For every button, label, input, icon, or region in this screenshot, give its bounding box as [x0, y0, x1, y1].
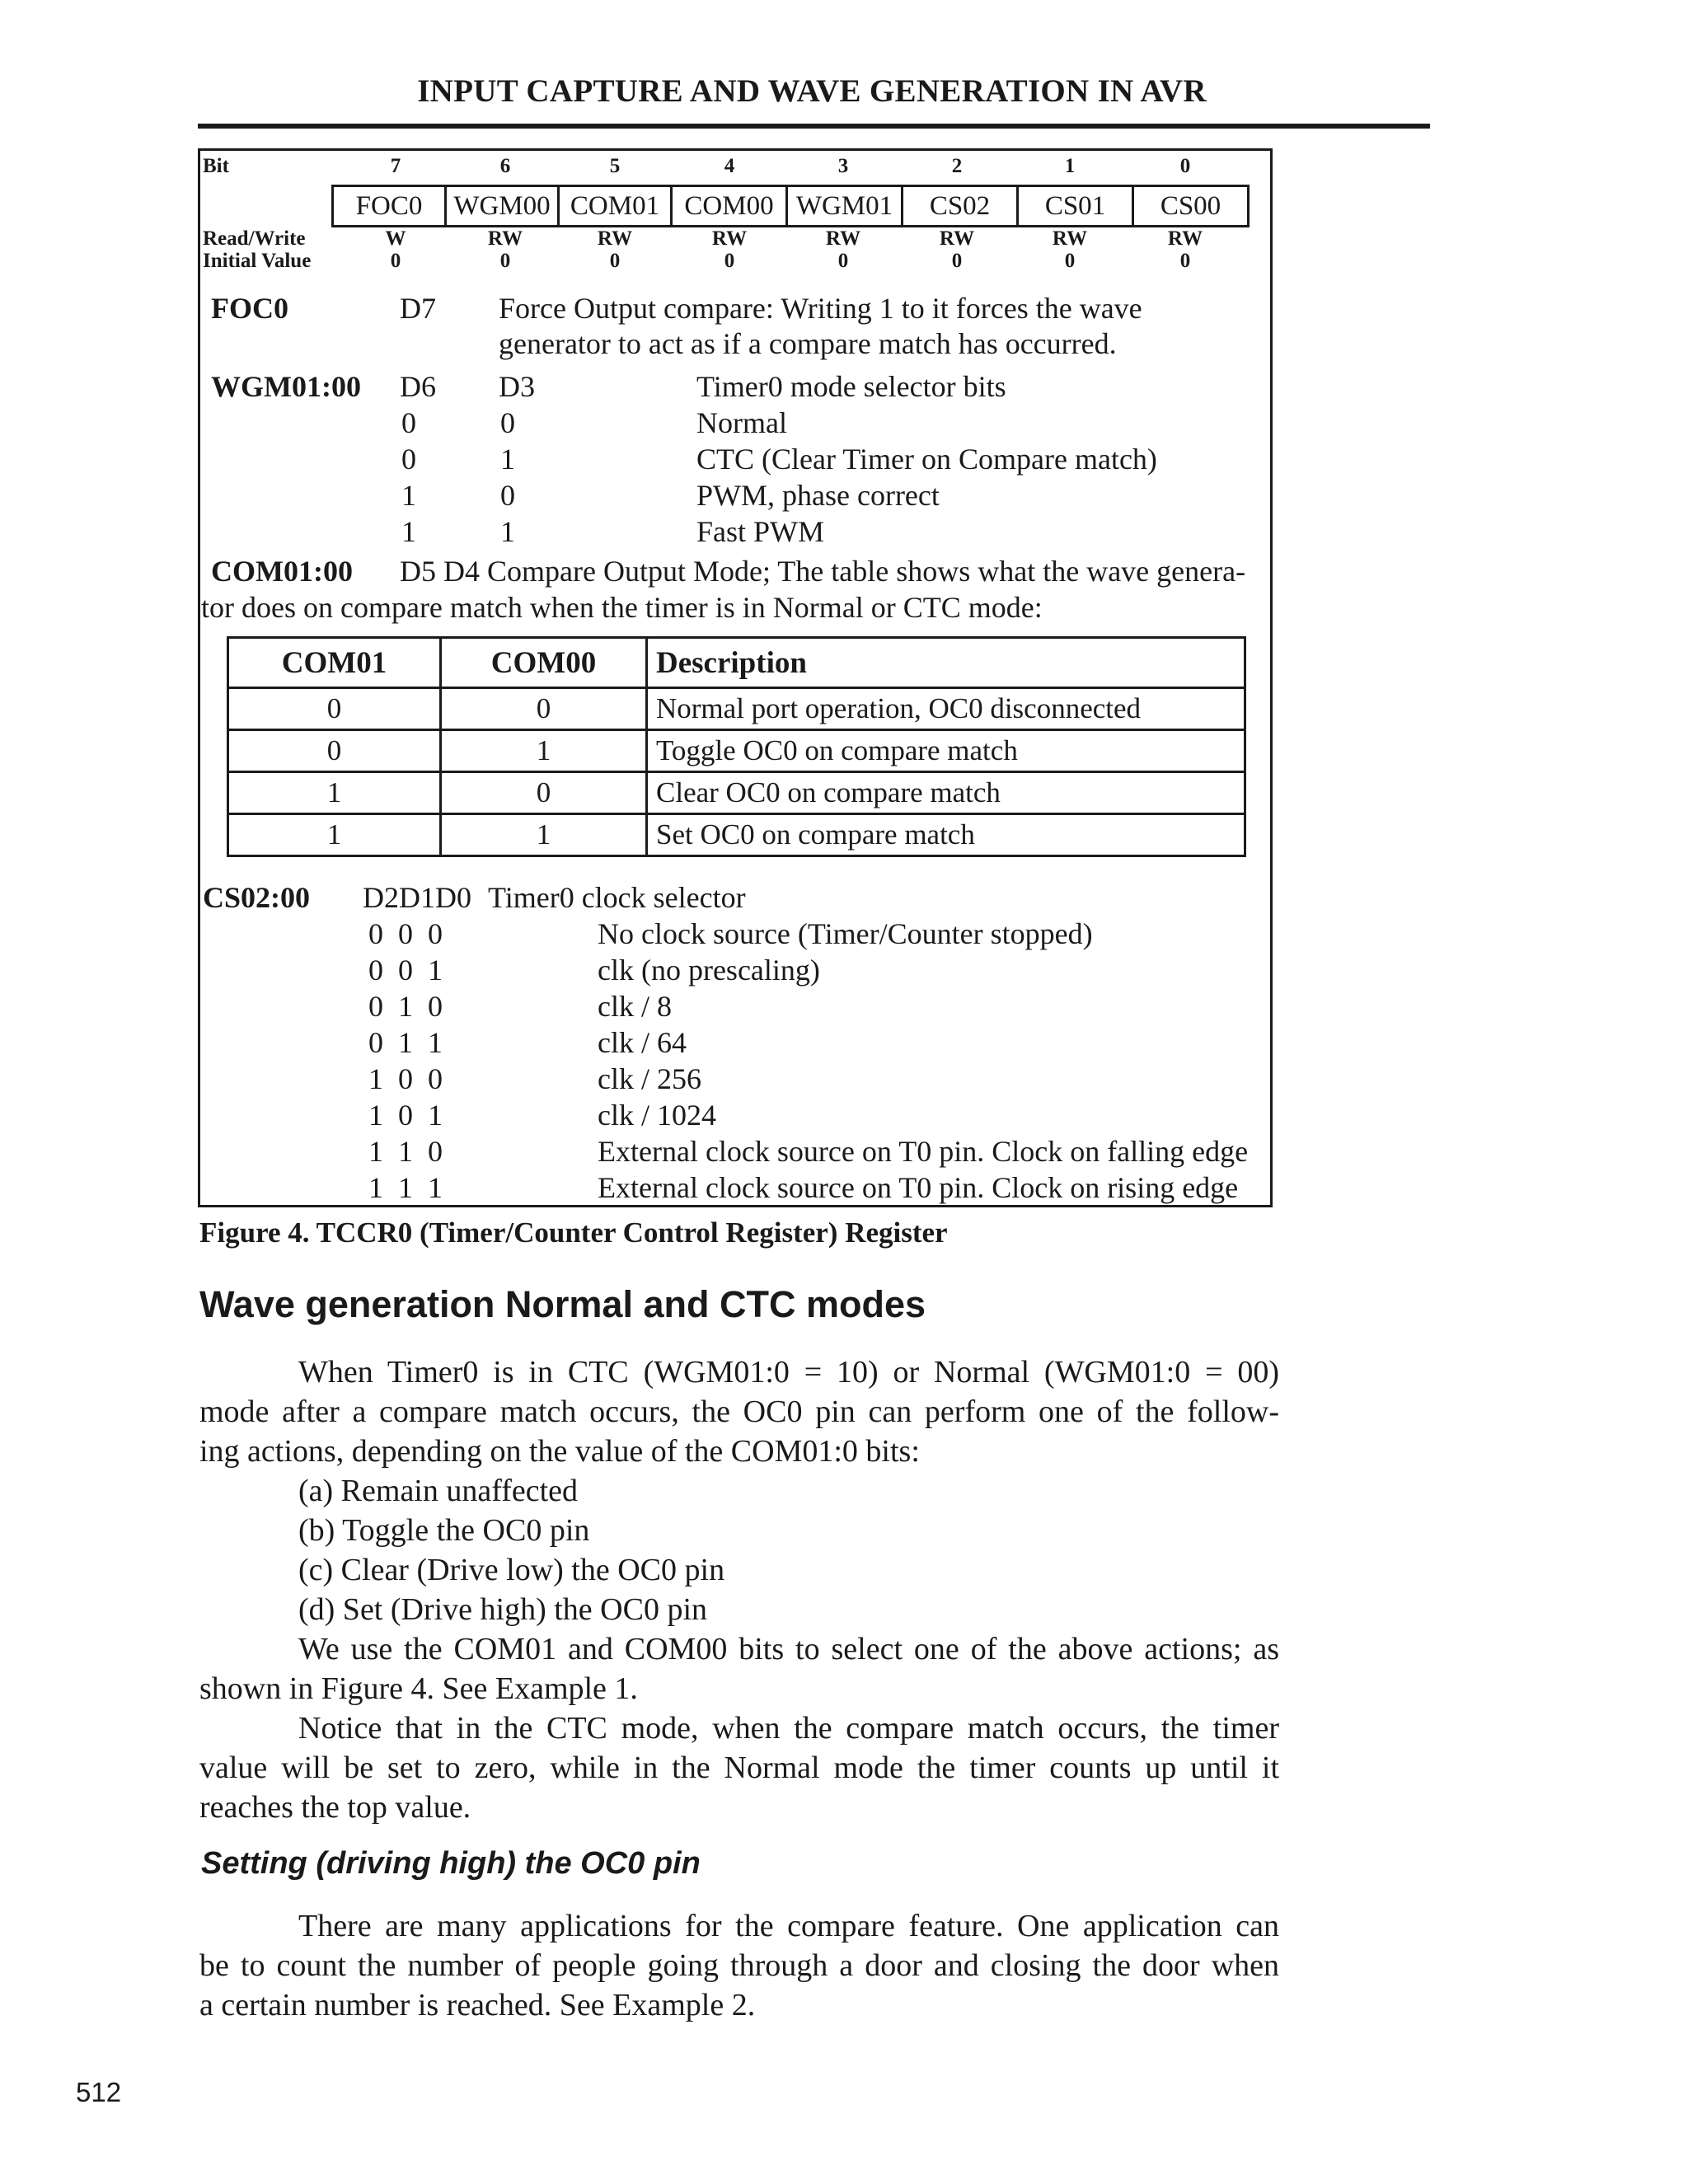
cs-bits: 0 1 0	[368, 990, 443, 1023]
table-cell: 0	[228, 730, 441, 772]
rw-value: RW	[825, 227, 861, 250]
bit-number: 3	[837, 155, 849, 177]
paragraph-line: When Timer0 is in CTC (WGM01:0 = 10) or Normal (WGM01:0 = 00)	[298, 1355, 1279, 1390]
com-desc-line: tor does on compare match when the timer is in Normal or CTC mode:	[201, 591, 1043, 624]
table-row	[228, 772, 1245, 814]
bit-label: Bit	[203, 155, 229, 177]
cs-bits-header: D2D1D0	[363, 881, 471, 914]
cs-bits: 1 0 0	[368, 1062, 443, 1095]
table-cell: 1	[228, 814, 441, 856]
wgm-mode-desc: PWM, phase correct	[696, 479, 940, 512]
wgm-bit-value: 1	[401, 479, 416, 512]
wgm-bit-value: 0	[401, 443, 416, 476]
page-number: 512	[76, 2077, 122, 2107]
cs-bits: 0 0 0	[368, 917, 443, 950]
wgm-mode-desc: Fast PWM	[696, 515, 825, 548]
wgm-name: WGM01:00	[211, 370, 361, 403]
bit-cell-cs00: CS00	[1132, 185, 1250, 227]
paragraph-line: reaches the top value.	[199, 1790, 471, 1825]
bit-cell-wgm00: WGM00	[444, 185, 560, 227]
cs-bits: 1 1 1	[368, 1171, 443, 1204]
foc0-name: FOC0	[211, 292, 288, 325]
table-row	[228, 730, 1245, 772]
initial-value: 0	[724, 250, 735, 272]
rw-label: Read/Write	[203, 227, 306, 250]
initial-value: 0	[951, 250, 963, 272]
cs-bits: 0 1 1	[368, 1026, 443, 1059]
cs-desc: clk / 8	[598, 990, 672, 1023]
cs-desc: clk / 256	[598, 1062, 701, 1095]
wgm-bit-value: 1	[500, 515, 515, 548]
cs-desc: clk (no prescaling)	[598, 954, 820, 987]
com-desc-line: D5 D4 Compare Output Mode; The table shows what the wave genera-	[400, 555, 1246, 588]
paragraph-line: value will be set to zero, while in the Normal mode the timer counts up until it	[199, 1750, 1279, 1785]
paragraph-line: a certain number is reached. See Example 2.	[199, 1988, 756, 2022]
wgm-bit-value: 1	[401, 515, 416, 548]
paragraph	[199, 1629, 1279, 1708]
wgm-mode-desc: Normal	[696, 406, 787, 439]
bit-cell-cs02: CS02	[901, 185, 1019, 227]
rw-value: W	[385, 227, 406, 250]
bit-number: 4	[724, 155, 735, 177]
rw-value: RW	[487, 227, 523, 250]
table-header: COM01	[228, 638, 441, 688]
paragraph-line: We use the COM01 and COM00 bits to select one of the above actions; as	[298, 1632, 1279, 1666]
bit-number: 0	[1179, 155, 1191, 177]
cs-bits: 1 1 0	[368, 1135, 443, 1168]
rw-value: RW	[1052, 227, 1088, 250]
cs-name: CS02:00	[203, 881, 311, 914]
cs-desc: clk / 64	[598, 1026, 687, 1059]
initial-value: 0	[1064, 250, 1076, 272]
initial-value: 0	[390, 250, 401, 272]
bit-number: 2	[951, 155, 963, 177]
wgm-col-header: D3	[499, 370, 535, 403]
table-cell: Normal port operation, OC0 disconnected	[647, 688, 1245, 730]
bit-cell-com01: COM01	[557, 185, 673, 227]
paragraph-line: be to count the number of people going through a door and closing the door when	[199, 1948, 1279, 1983]
header-rule	[198, 124, 1430, 129]
table-cell: 0	[441, 772, 647, 814]
table-cell: Set OC0 on compare match	[647, 814, 1245, 856]
table-cell: 0	[441, 688, 647, 730]
foc0-desc-line: generator to act as if a compare match has occurred.	[499, 327, 1117, 360]
figure-caption: Figure 4. TCCR0 (Timer/Counter Control Register) Register	[199, 1216, 948, 1249]
list-item: (a) Remain unaffected	[298, 1474, 579, 1508]
table-cell: Clear OC0 on compare match	[647, 772, 1245, 814]
rw-value: RW	[597, 227, 633, 250]
table-row	[228, 814, 1245, 856]
paragraph-line: shown in Figure 4. See Example 1.	[199, 1671, 638, 1706]
paragraph-line: mode after a compare match occurs, the OC0 pin can perform one of the follow-	[199, 1394, 1279, 1429]
init-label: Initial Value	[203, 250, 312, 272]
bit-number: 7	[390, 155, 401, 177]
paragraph-line: Notice that in the CTC mode, when the compare match occurs, the timer	[298, 1711, 1279, 1746]
initial-value: 0	[609, 250, 621, 272]
com-table	[227, 636, 1246, 857]
foc0-desc-line: Force Output compare: Writing 1 to it forces the wave	[499, 292, 1142, 325]
list-item: (b) Toggle the OC0 pin	[298, 1513, 590, 1548]
cs-desc: External clock source on T0 pin. Clock on falling edge	[598, 1135, 1249, 1168]
wgm-mode-desc: CTC (Clear Timer on Compare match)	[696, 443, 1157, 476]
cs-desc: clk / 1024	[598, 1099, 716, 1132]
paragraph	[199, 1906, 1279, 2025]
bit-number: 1	[1064, 155, 1076, 177]
wgm-bit-value: 0	[500, 406, 515, 439]
action-list	[298, 1471, 724, 1629]
paragraph	[199, 1708, 1279, 1827]
table-header: Description	[647, 638, 1245, 688]
wgm-bit-value: 0	[401, 406, 416, 439]
table-header: COM00	[441, 638, 647, 688]
table-cell: 1	[228, 772, 441, 814]
bit-cell-foc0: FOC0	[331, 185, 447, 227]
list-item: (c) Clear (Drive low) the OC0 pin	[298, 1553, 725, 1587]
bit-number: 5	[609, 155, 621, 177]
rw-value: RW	[1167, 227, 1203, 250]
section-heading: Wave generation Normal and CTC modes	[199, 1283, 926, 1325]
rw-value: RW	[711, 227, 748, 250]
initial-value: 0	[499, 250, 511, 272]
paragraph	[199, 1352, 1279, 1471]
cs-desc: No clock source (Timer/Counter stopped)	[598, 917, 1093, 950]
table-cell: 1	[441, 814, 647, 856]
initial-value: 0	[837, 250, 849, 272]
wgm-bit-value: 1	[500, 443, 515, 476]
cs-desc: External clock source on T0 pin. Clock on rising edge	[598, 1171, 1239, 1204]
rw-value: RW	[939, 227, 975, 250]
running-header: INPUT CAPTURE AND WAVE GENERATION IN AVR	[417, 73, 1207, 109]
initial-value: 0	[1179, 250, 1191, 272]
table-cell: 0	[228, 688, 441, 730]
table-cell: Toggle OC0 on compare match	[647, 730, 1245, 772]
bit-number: 6	[499, 155, 511, 177]
wgm-bit-value: 0	[500, 479, 515, 512]
table-header-row	[228, 638, 1245, 688]
bit-cell-wgm01: WGM01	[785, 185, 903, 227]
table-cell: 1	[441, 730, 647, 772]
table-row	[228, 688, 1245, 730]
cs-desc-header: Timer0 clock selector	[488, 881, 746, 914]
wgm-desc-header: Timer0 mode selector bits	[696, 370, 1006, 403]
paragraph-line: ing actions, depending on the value of the COM01:0 bits:	[199, 1434, 920, 1469]
bit-cell-cs01: CS01	[1016, 185, 1134, 227]
wgm-col-header: D6	[400, 370, 436, 403]
cs-bits: 1 0 1	[368, 1099, 443, 1132]
foc0-bit: D7	[400, 292, 436, 325]
cs-bits: 0 0 1	[368, 954, 443, 987]
bit-cell-com00: COM00	[670, 185, 788, 227]
com-name: COM01:00	[211, 555, 353, 588]
subsection-heading: Setting (driving high) the OC0 pin	[201, 1846, 701, 1881]
list-item: (d) Set (Drive high) the OC0 pin	[298, 1592, 708, 1627]
paragraph-line: There are many applications for the compare feature. One application can	[298, 1909, 1279, 1943]
